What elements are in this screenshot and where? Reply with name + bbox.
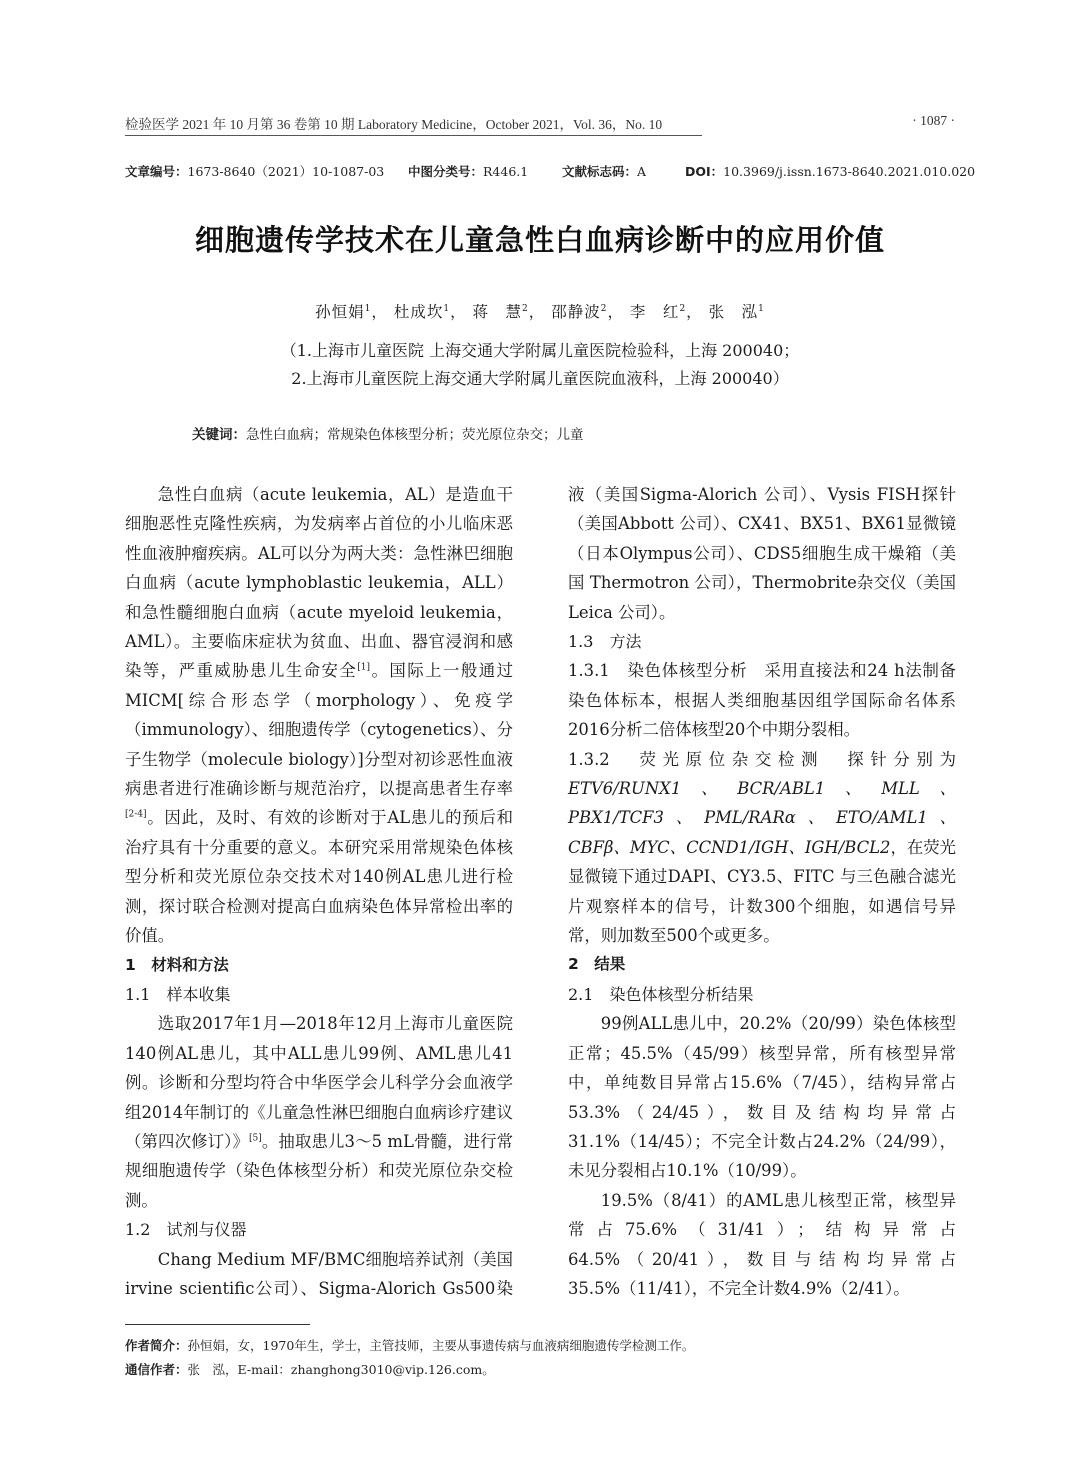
keywords: [192, 423, 584, 443]
subsection-heading: 2.1 染色体核型分析结果: [568, 984, 754, 1004]
subsection-heading: 1.2 试剂与仪器: [125, 1220, 247, 1240]
affiliation-line: （1.上海市儿童医院 上海交通大学附属儿童医院检验科，上海 200040；: [280, 341, 800, 360]
page-number: · 1087 ·: [912, 113, 955, 128]
citation-ref[interactable]: [2-4]: [125, 810, 147, 820]
intro-paragraph: 急性白血病（acute leukemia，AL）是造血干细胞恶性克隆性疾病，为发病率占首位的小儿临床恶性血液肿瘤疾病。AL可以分为两大类：急性淋巴细胞白血病（acute lymphoblastic leukemia，ALL）和急性髓细胞白血病（acute myeloid leukemia，AML）。主要临床症状为贫血、出血、器官浸润和感染等，严重威胁患儿生命安全[1]。国际上一般通过MICM[综合形态学（morphology）、免疫学（immunology）、细胞遗传学（cytogenetics）、分子生物学（molecule biology）]分型对初诊恶性血液病患者进行准确诊断与规范治疗，以提高患者生存率[2-4]。因此，及时、有效的诊断对于AL患儿的预后和治疗具有十分重要的意义。本研究采用常规染色体核型分析和荧光原位杂交技术对140例AL患儿进行检测，探讨联合检测对提高白血病染色体异常检出率的价值。: [125, 485, 513, 946]
paragraph: 选取2017年1月—2018年12月上海市儿童医院140例AL患儿，其中ALL患儿99例、AML患儿41例。诊断和分型均符合中华医学会儿科学分会血液学组2014年制订的《儿童急性淋巴细胞白血病诊疗建议（第四次修订）》[5]。抽取患儿3～5 mL骨髓，进行常规细胞遗传学（染色体核型分析）和荧光原位杂交检测。: [125, 1014, 513, 1210]
author: 李 红$^2$，: [629, 303, 703, 321]
keywords-text: 急性白血病；常规染色体核型分析；荧光原位杂交；儿童: [246, 427, 584, 443]
footnote-rule: [125, 1324, 310, 1325]
paragraph-continued: 液（美国Sigma-Alorich 公司）、Vysis FISH探针（美国Abbott 公司）、CX41、BX51、BX61显微镜（日本Olympus公司）、CDS5细胞生成干燥箱（美国 Thermotron 公司），Thermobrite杂交仪（美国Leica 公司）。: [568, 485, 956, 622]
keywords-label: 关键词：: [192, 427, 246, 443]
probe-list: ETV6/RUNX1、BCR/ABL1、MLL、PBX1/TCF3、PML/RARα、ETO/AML1、CBFβ、MYC、CCND1/IGH、IGH/BCL2: [568, 779, 956, 857]
paragraph: 19.5%（8/41）的AML患儿核型正常，核型异常占75.6%（31/41）；结构异常占64.5%（20/41），数目与结构均异常占35.5%（11/41），不完全计数4.9%（2/41）。: [568, 1190, 956, 1298]
section-heading: 1 材料和方法: [125, 955, 229, 974]
author: 蒋 慧$^2$，: [472, 303, 546, 321]
subsubsection-heading: 1.3.1 染色体核型分析: [568, 661, 748, 681]
body-column-left: [125, 480, 513, 1303]
body-column-right: [568, 480, 956, 1303]
author: 邵静波$^2$，: [551, 303, 624, 321]
paragraph-part: Chang Medium MF/BMC细胞培养试剂（美国irvine scientific公司）、Sigma-Alorich Gs500染: [125, 1249, 513, 1298]
subsubsection-heading: 1.3.2 荧光原位杂交检测: [568, 749, 825, 769]
author-list: [0, 300, 1080, 322]
paper-title: 细胞遗传学技术在儿童急性白血病诊断中的应用价值: [194, 223, 885, 257]
author: 张 泓$^1$: [708, 303, 765, 321]
clc-number: 中图分类号：R446.1: [408, 164, 529, 179]
citation-ref[interactable]: [5]: [249, 1133, 262, 1144]
corresponding-author: 通信作者：张 泓，E-mail：zhanghong3010@vip.126.com。: [125, 1362, 495, 1377]
subsection-heading: 1.3 方法: [568, 632, 642, 651]
document-code: 文献标志码：A: [562, 164, 647, 179]
subsection-heading: 1.1 样本收集: [125, 984, 231, 1004]
author: 杜成坎$^1$，: [393, 303, 467, 321]
author-bio: 作者简介：孙恒娟，女，1970年生，学士，主管技师，主要从事遗传病与血液病细胞遗传学检测工作。: [125, 1338, 695, 1353]
affiliation-line: 2.上海市儿童医院上海交通大学附属儿童医院血液科，上海 200040）: [291, 369, 789, 388]
paragraph: 1.3.1 染色体核型分析 采用直接法和24 h法制备染色体标本，根据人类细胞基因组学国际命名体系2016分析二倍体核型20个中期分裂相。: [568, 661, 956, 740]
doi: DOI：10.3969/j.issn.1673-8640.2021.010.020: [685, 164, 976, 179]
section-heading: 2 结果: [568, 955, 626, 974]
paragraph: 99例ALL患儿中，20.2%（20/99）染色体核型正常；45.5%（45/99）核型异常，所有核型异常中，单纯数目异常占15.6%（7/45），结构异常占53.3%（24/45），数目及结构均异常占31.1%（14/45）；不完全计数占24.2%（24/99），未见分裂相占10.1%（10/99）。: [568, 1014, 956, 1181]
author: 孙恒娟$^1$，: [315, 303, 388, 321]
citation-ref[interactable]: [1]: [357, 662, 371, 673]
journal-citation: 检验医学 2021 年 10 月第 36 卷第 10 期 Laboratory Medicine，October 2021，Vol. 36，No. 10: [125, 117, 663, 132]
article-number: 文章编号：1673-8640（2021）10-1087-03: [125, 164, 385, 179]
paragraph: 1.3.2 荧光原位杂交检测 探针分别为ETV6/RUNX1、BCR/ABL1、MLL、PBX1/TCF3、PML/RARα、ETO/AML1、CBFβ、MYC、CCND1/IGH、IGH/BCL2，在荧光显微镜下通过DAPI、CY3.5、FITC 与三色融合滤光片观察样本的信号，计数300个细胞，如遇信号异常，则加数至500个或更多。: [568, 749, 956, 946]
header-rule: [125, 135, 702, 136]
